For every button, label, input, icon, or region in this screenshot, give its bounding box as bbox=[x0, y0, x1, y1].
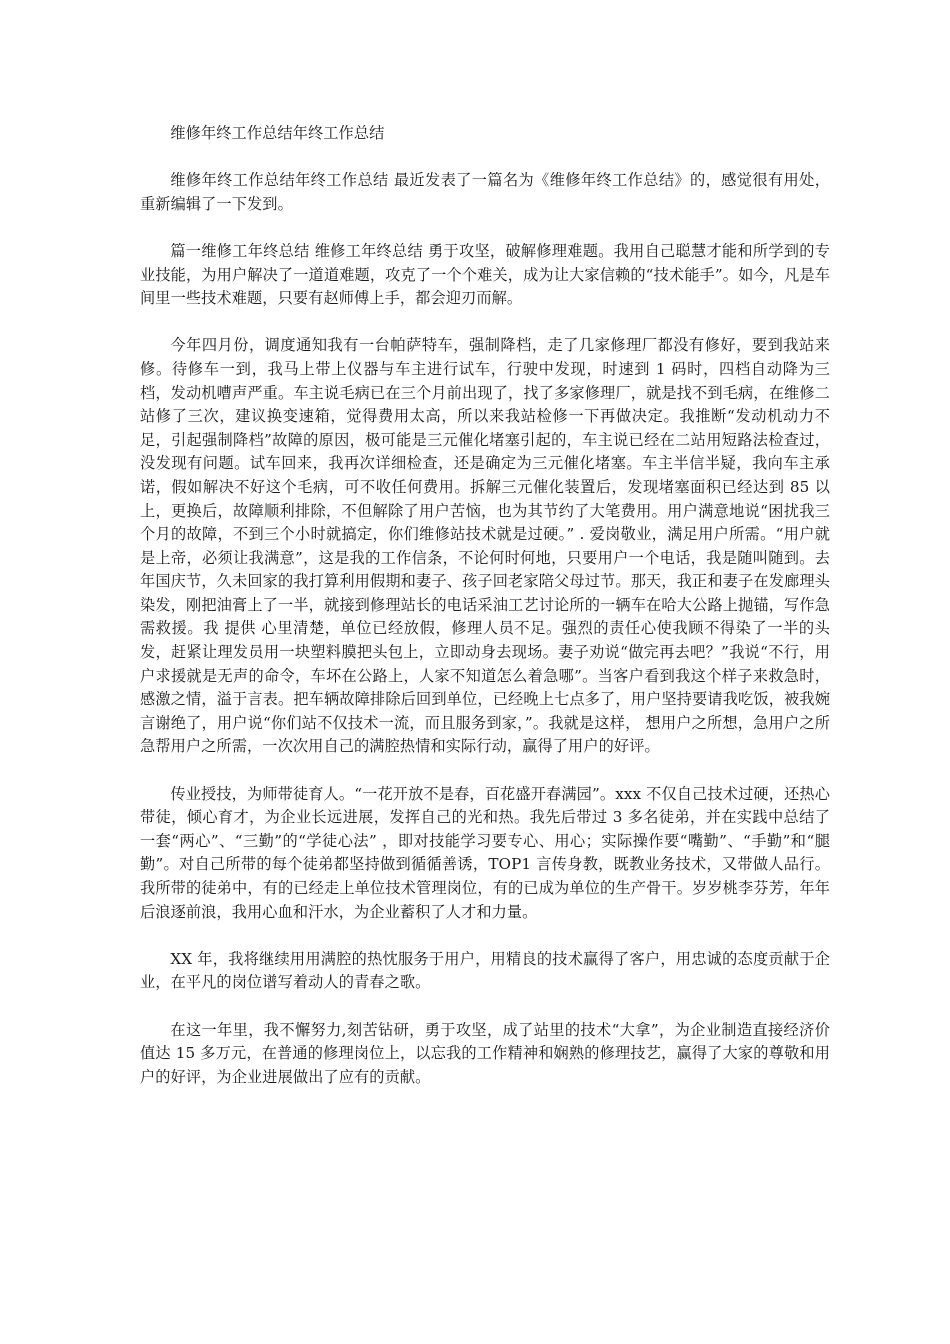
paragraph-mentoring: 传业授技，为师带徒育人。“一花开放不是春，百花盛开春满园”。xxx 不仅自己技术过硬，还热心带徒，倾心育才，为企业长远进展，发挥自己的光和热。我先后带过 3 多名徒弟，并在实践中总结了一套“两心”、“三勤”的“学徒心法” ，即对技能学习要专心、用心；实际操作要“嘴勤”、“手勤”和“腿勤”。对自己所带的每个徒弟都坚持做到循循善诱，TOP1 言传身教，既教业务技术，又带做人品行。我所带的徒弟中，有的已经走上单位技术管理岗位，有的已成为单位的生产骨干。岁岁桃李芬芳，年年后浪逐前浪，我用心血和汗水，为企业蓄积了人才和力量。 bbox=[140, 784, 830, 921]
paragraph-next-year: XX 年，我将继续用用满腔的热忱服务于用户，用精良的技术赢得了客户，用忠诚的态度贡献于企业，在平凡的岗位谱写着动人的青春之歌。 bbox=[140, 949, 830, 992]
document-title: 维修年终工作总结年终工作总结 bbox=[170, 124, 385, 142]
paragraph-chapter-one: 篇一维修工年终总结 维修工年终总结 勇于攻坚，破解修理难题。我用自己聪慧才能和所学到的专业技能，为用户解决了一道道难题，攻克了一个个难关，成为让大家信赖的“技术能手”。如今，凡是车间里一些技术难题，只要有赵师傅上手，都会迎刃而解。 bbox=[140, 241, 830, 308]
paragraph-repair-story: 今年四月份，调度通知我有一台帕萨特车，强制降档，走了几家修理厂都没有修好，要到我站来修。待修车一到，我马上带上仪器与车主进行试车，行驶中发现，时速到 1 码时，四档自动降为三档，发动机嘈声严重。车主说毛病已在三个月前出现了，找了多家修理厂，就是找不到毛病，在维修二站修了三次，建议换变速箱，觉得费用太高，所以来我站检修一下再做决定。我推断“发动机动力不足，引起强制降档”故障的原因，极可能是三元催化堵塞引起的，车主说已经在二站用短路法检查过，没发现有问题。试车回来，我再次详细检查，还是确定为三元催化堵塞。车主半信半疑，我向车主承诺，假如解决不好这个毛病，可不收任何费用。拆解三元催化装置后，发现堵塞面积已经达到 85 以上，更换后，故障顺利排除，不但解除了用户苦恼，也为其节约了大笔费用。用户满意地说“困扰我三个月的故障，不到三个小时就搞定，你们维修站技术就是过硬。” . 爱岗敬业，满足用户所需。“用户就是上帝，必须让我满意”，这是我的工作信条，不论何时何地，只要用户一个电话，我是随叫随到。去年国庆节，久未回家的我打算利用假期和妻子、孩子回老家陪父母过节。那天，我正和妻子在发廊理头染发，刚把油膏上了一半，就接到修理站长的电话采油工艺讨论所的一辆车在哈大公路上抛锚，写作急需救援。我 提供 心里清楚，单位已经放假，修理人员不足。强烈的责任心使我顾不得染了一半的头发，赶紧让理发员用一块塑料膜把头包上，立即动身去现场。妻子劝说“做完再去吧？”我说“不行，用户求援就是无声的命令，车坏在公路上，人家不知道怎么着急哪”。当客户看到我这个样子来救急时，感激之情，溢于言表。把车辆故障排除后回到单位，已经晚上七点多了，用户坚持要请我吃饭，被我婉言谢绝了，用户说“你们站不仅技术一流，而且服务到家，”。我就是这样， 想用户之所想，急用户之所急帮用户之所需，一次次用自己的满腔热情和实际行动，赢得了用户的好评。 bbox=[140, 336, 830, 756]
document-body bbox=[140, 122, 830, 1113]
paragraph-intro: 维修年终工作总结年终工作总结 最近发表了一篇名为《维修年终工作总结》的，感觉很有用处，重新编辑了一下发到。 bbox=[140, 171, 830, 213]
paragraph-summary: 在这一年里，我不懈努力,刻苦钻研，勇于攻坚，成了站里的技术“大拿”，为企业制造直接经济价值达 15 多万元，在普通的修理岗位上，以忘我的工作精神和娴熟的修理技艺，赢得了大家的尊敬和用户的好评，为企业进展做出了应有的贡献。 bbox=[140, 1020, 830, 1086]
